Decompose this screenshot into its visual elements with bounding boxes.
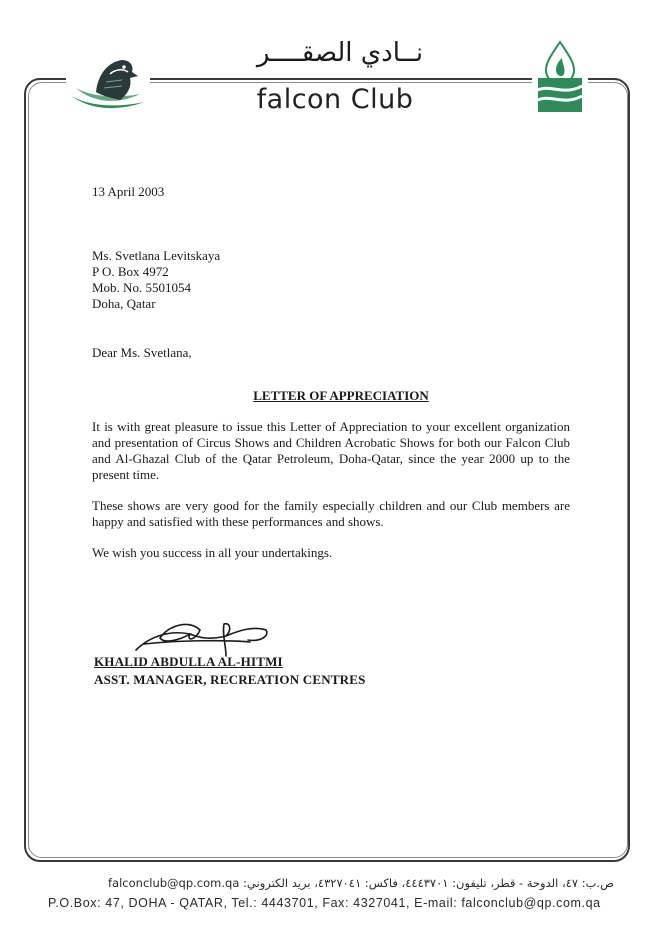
recipient-mobile: Mob. No. 5501054 [92, 280, 191, 295]
letter-subject [0, 388, 662, 404]
club-name-arabic: نــادي الصقــــر [246, 38, 434, 68]
recipient-city: Doha, Qatar [92, 296, 156, 311]
footer-contact-latin: P.O.Box: 47, DOHA - QATAR, Tel.: 4443701, Fax: 4327041, E-mail: falconclub@qp.com.qa [48, 896, 601, 910]
signatory-title: ASST. MANAGER, RECREATION CENTRES [94, 672, 366, 687]
salutation: Dear Ms. Svetlana, [92, 345, 192, 360]
body-paragraph-3: We wish you success in all your undertakings. [92, 545, 333, 560]
footer-contact-arabic: ص.ب: ٤٧، الدوحة - قطر، تليفون: ٤٤٤٣٧٠١، فاكس: ٤٣٢٧٠٤١، بريد الكتروني: falconclub@qp.com.qa [108, 876, 614, 890]
body-paragraph-2: These shows are very good for the family especially children and our Club members are happy and satisfied with these performances and shows. [92, 498, 570, 529]
falcon-head-logo-icon [66, 52, 150, 114]
recipient-address [92, 248, 220, 312]
letter-subject-text: LETTER OF APPRECIATION [253, 388, 429, 403]
letter-date: 13 April 2003 [92, 184, 165, 199]
signatory-name: KHALID ABDULLA AL-HITMI [94, 654, 283, 669]
recipient-name: Ms. Svetlana Levitskaya [92, 248, 221, 263]
body-paragraph-1: It is with great pleasure to issue this Letter of Appreciation to your excellent organization and presentation of Circus Shows and Children Acrobatic Shows for both our Falcon Club and Al-Ghazal Club of the Qatar Petroleum, Doha-Qatar, since the year 2000 up to the present time. [92, 419, 570, 482]
club-name-logotype: falcon Club [250, 84, 420, 115]
recipient-po-box: P O. Box 4972 [92, 264, 169, 279]
water-drop-logo-icon [532, 40, 588, 114]
